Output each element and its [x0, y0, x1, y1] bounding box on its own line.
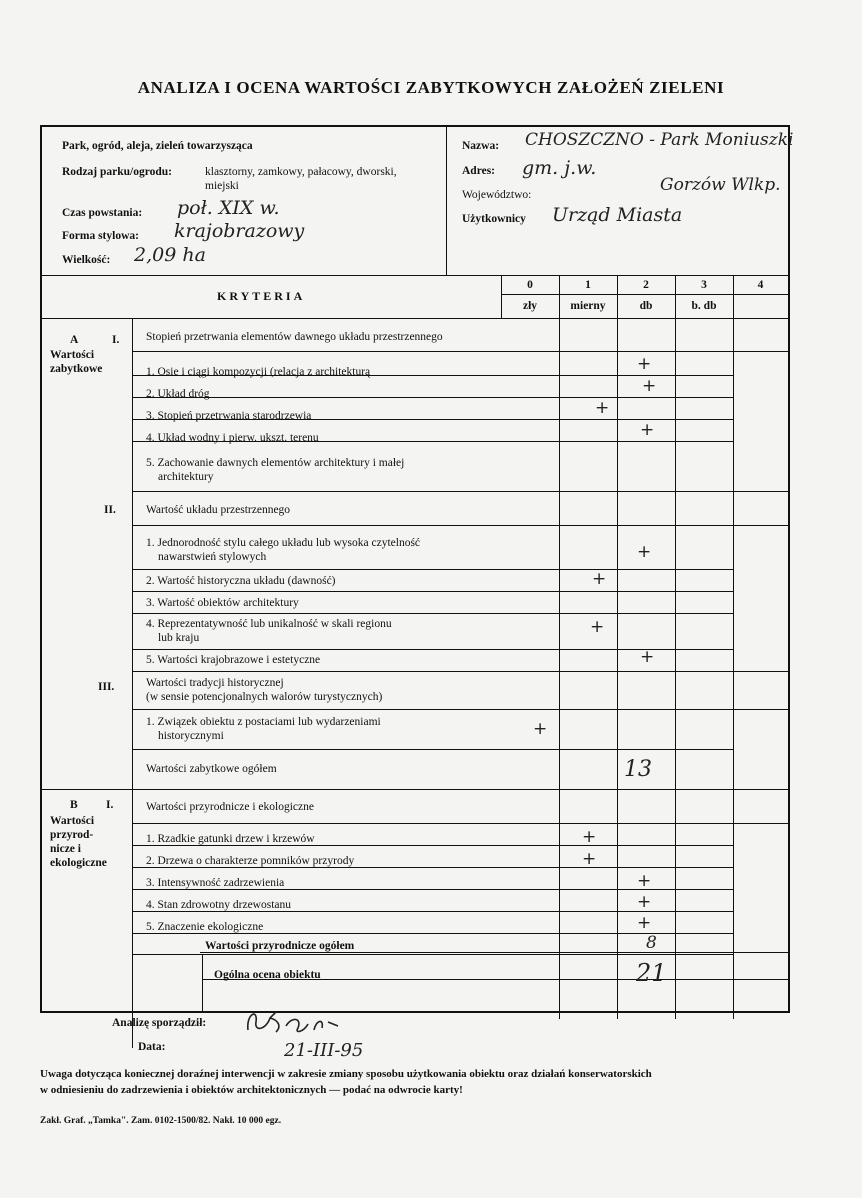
mark-A-II-4: +	[590, 617, 605, 637]
rodzaj-options-line2: miejski	[205, 180, 239, 192]
score-4: 4	[757, 279, 764, 291]
mark-A-I-2: +	[642, 376, 657, 396]
group-II-num: II.	[104, 504, 116, 516]
criterion-A-I-2: 2. Układ dróg	[146, 388, 210, 400]
line-after-groupIII	[132, 709, 788, 710]
wielkosc-value: 2,09 ha	[134, 244, 206, 266]
criterion-A-II-4-line2: lub kraju	[158, 632, 200, 644]
row-line	[132, 613, 733, 614]
score-0: 0	[527, 279, 533, 291]
uwaga-line2: w odniesieniu do zadrzewienia i obiektów architektonicznych — podać na odwrocie karty!	[40, 1084, 463, 1096]
criterion-A-I-4: 4. Układ wodny i pierw. ukszt. terenu	[146, 432, 319, 444]
criterion-A-II-2: 2. Wartość historyczna układu (dawność)	[146, 575, 336, 587]
mark-B-4: +	[637, 892, 652, 912]
uzytkownicy-label: Użytkownicy	[462, 213, 526, 225]
criterion-A-I-5-line1: 5. Zachowanie dawnych elementów architektury i małej	[146, 457, 405, 469]
section-b-name-4: ekologiczne	[50, 857, 107, 869]
wielkosc-label: Wielkość:	[62, 254, 111, 266]
nazwa-value: CHOSZCZNO - Park Moniuszki	[525, 130, 794, 150]
header-bottom-line	[42, 275, 788, 276]
row-line	[132, 397, 733, 398]
czas-label: Czas powstania:	[62, 207, 143, 219]
criterion-A-I-3: 3. Stopień przetrwania starodrzewia	[146, 410, 312, 422]
analyst-signature	[242, 1004, 372, 1043]
line-after-groupI	[132, 351, 788, 352]
mark-A-II-1: +	[637, 542, 652, 562]
section-b-name-2: przyrod-	[50, 829, 94, 841]
overall-value: 21	[636, 959, 667, 987]
group-III-title-line2: (w sensie potencjonalnych walorów turystycznych)	[146, 691, 383, 703]
criterion-B-2: 2. Drzewa o charakterze pomników przyrody	[146, 855, 355, 867]
adres-value: gm. j.w.	[522, 157, 597, 179]
score-3: 3	[701, 279, 707, 291]
group-III-num: III.	[98, 681, 115, 693]
criterion-B-5: 5. Znaczenie ekologiczne	[146, 921, 264, 933]
criterion-A-I-5-line2: architektury	[158, 471, 214, 483]
score-name-mierny: mierny	[570, 300, 606, 312]
section-a-num: I.	[112, 334, 120, 346]
line-after-groupBI	[132, 823, 788, 824]
header-divider	[446, 127, 447, 275]
park-type-line: Park, ogród, aleja, zieleń towarzysząca	[62, 140, 253, 152]
data-label: Data:	[138, 1041, 166, 1053]
mark-B-2: +	[582, 849, 597, 869]
rodzaj-label: Rodzaj parku/ogrodu:	[62, 166, 173, 178]
grid-vline-2	[617, 275, 618, 1019]
mark-A-II-5: +	[640, 647, 655, 667]
section-a-name-2: zabytkowe	[50, 363, 103, 375]
section-b-name-3: nicze i	[50, 843, 81, 855]
section-b-code: B	[70, 799, 78, 811]
group-II-title: Wartość układu przestrzennego	[146, 504, 291, 516]
grid-vline-1	[559, 275, 560, 1019]
score-name-db: db	[639, 300, 653, 312]
uzytkownicy-value: Urząd Miasta	[552, 204, 683, 226]
section-a-total-value: 13	[624, 757, 652, 782]
analiza-label: Analizę sporządził:	[112, 1017, 207, 1029]
date-value: 21-III-95	[284, 1040, 364, 1061]
nazwa-label: Nazwa:	[462, 140, 500, 152]
grid-vline-4	[733, 275, 734, 1019]
overall-label: Ogólna ocena obiektu	[214, 969, 321, 981]
criterion-A-I-1: 1. Osie i ciągi kompozycji (relacja z architekturą	[146, 366, 371, 378]
czas-value: poł. XIX w.	[177, 197, 280, 219]
mark-B-1: +	[582, 827, 597, 847]
overall-left-line	[202, 954, 203, 1011]
forma-label: Forma stylowa:	[62, 230, 139, 242]
section-a-total-label: Wartości zabytkowe ogółem	[146, 763, 277, 775]
line-before-groupII	[132, 491, 788, 492]
criterion-A-II-1-line1: 1. Jednorodność stylu całego układu lub wysoka czytelność	[146, 537, 421, 549]
criterion-B-4: 4. Stan zdrowotny drzewostanu	[146, 899, 291, 911]
score-1: 1	[585, 279, 591, 291]
group-III-title-line1: Wartości tradycji historycznej	[146, 677, 284, 689]
section-b-total-label: Wartości przyrodnicze ogółem	[205, 940, 355, 952]
forma-value: krajobrazowy	[174, 220, 305, 242]
criterion-A-III-1-line1: 1. Związek obiektu z postaciami lub wydarzeniami	[146, 716, 381, 728]
mark-A-II-2: +	[592, 569, 607, 589]
row-line	[132, 569, 733, 570]
criterion-A-III-1-line2: historycznymi	[158, 730, 224, 742]
mark-A-I-1: +	[637, 354, 652, 374]
line-after-groupII	[132, 525, 788, 526]
printer-imprint: Zakł. Graf. „Tamka". Zam. 0102-1500/82. Nakł. 10 000 egz.	[40, 1116, 282, 1126]
row-line	[132, 954, 733, 955]
grid-vline-section	[132, 318, 133, 1048]
grid-vline-3	[675, 275, 676, 1019]
criteria-label: KRYTERIA	[217, 289, 306, 303]
criterion-A-II-1-line2: nawarstwień stylowych	[158, 551, 267, 563]
score-2: 2	[643, 279, 649, 291]
score-name-bdb: b. db	[691, 300, 717, 312]
criterion-A-II-4-line1: 4. Reprezentatywność lub unikalność w skali regionu	[146, 618, 392, 630]
line-before-groupIII	[132, 671, 788, 672]
evaluation-form-sheet	[40, 125, 794, 1013]
group-B-I-title: Wartości przyrodnicze i ekologiczne	[146, 801, 314, 813]
criteria-header-bottom-line	[42, 318, 788, 319]
section-a-bottom-line	[42, 789, 788, 790]
section-b-name-1: Wartości	[50, 815, 95, 827]
mark-A-I-3: +	[595, 398, 610, 418]
overall-row-bottom-line	[200, 952, 790, 953]
row-line	[132, 591, 733, 592]
section-a-code: A	[70, 334, 79, 346]
wojewodztwo-label: Województwo:	[462, 189, 532, 201]
form-title: ANALIZA I OCENA WARTOŚCI ZABYTKOWYCH ZAŁOŻEŃ ZIELENI	[137, 78, 725, 97]
mark-A-I-4: +	[640, 420, 655, 440]
mark-B-5: +	[637, 913, 652, 933]
criterion-B-1: 1. Rzadkie gatunki drzew i krzewów	[146, 833, 315, 845]
adres-label: Adres:	[462, 165, 496, 177]
wojewodztwo-value: Gorzów Wlkp.	[660, 175, 781, 195]
criterion-B-3: 3. Intensywność zadrzewienia	[146, 877, 285, 889]
rodzaj-options-line1: klasztorny, zamkowy, pałacowy, dworski,	[205, 166, 397, 178]
mark-A-III-1: +	[533, 719, 548, 739]
section-a-name-1: Wartości	[50, 349, 95, 361]
row-line	[132, 749, 733, 750]
section-b-num: I.	[106, 799, 114, 811]
group-I-title: Stopień przetrwania elementów dawnego układu przestrzennego	[146, 331, 443, 343]
score-header-mid-line	[501, 294, 788, 295]
uwaga-line1: Uwaga dotycząca koniecznej doraźnej interwencji w zakresie zmiany sposobu użytkowania obiektu oraz działań konserwatorskich	[40, 1068, 652, 1080]
score-name-zly: zły	[522, 300, 538, 312]
section-b-total-value: 8	[646, 933, 657, 953]
criterion-A-II-3: 3. Wartość obiektów architektury	[146, 597, 299, 609]
criterion-A-II-5: 5. Wartości krajobrazowe i estetyczne	[146, 654, 321, 666]
mark-B-3: +	[637, 871, 652, 891]
